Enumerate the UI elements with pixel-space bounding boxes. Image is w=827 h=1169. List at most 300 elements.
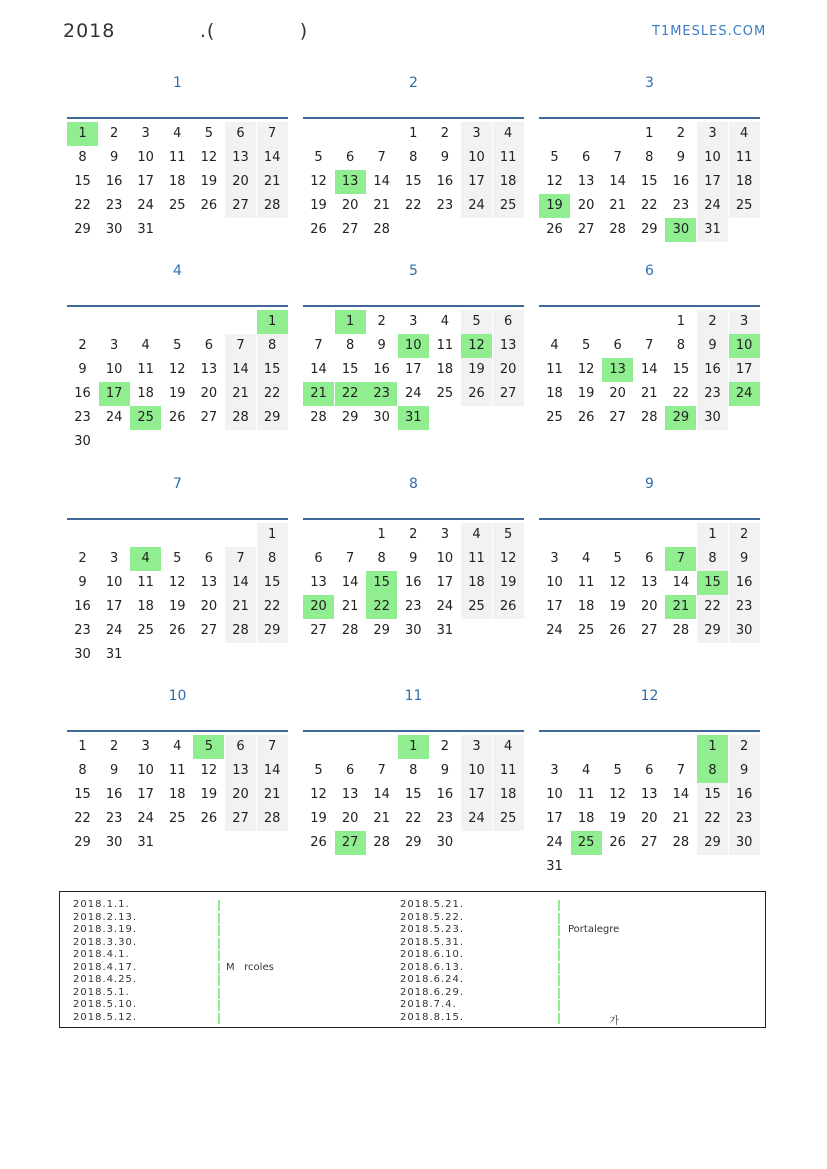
day-cell: 26 — [577, 410, 595, 425]
day-cell: 17 — [697, 170, 728, 194]
day-cell: 10 — [105, 575, 123, 590]
day-cell: 26 — [461, 382, 492, 406]
day-cell: 27 — [225, 194, 256, 218]
day-cell: 2 — [676, 126, 686, 141]
day-cell: 25 — [169, 811, 186, 826]
legend-color-bar — [218, 938, 220, 949]
day-cell: 19 — [200, 174, 218, 189]
day-cell: 24 — [137, 811, 154, 826]
day-cell: 2 — [729, 523, 760, 547]
day-cell: 11 — [493, 759, 524, 783]
day-cell: 10 — [546, 787, 563, 802]
day-cell: 31 — [546, 859, 563, 874]
day-cell: 21 — [672, 811, 690, 826]
day-cell: 15 — [641, 174, 658, 189]
day-cell: 17 — [405, 362, 422, 377]
day-cell: 10 — [546, 575, 563, 590]
month-title: 3 — [645, 75, 654, 91]
legend-color-bar — [558, 975, 560, 986]
day-cell: 7 — [645, 338, 654, 353]
legend-date: 2018.5.10. — [73, 999, 138, 1010]
day-cell: 9 — [78, 362, 87, 377]
day-cell: 28 — [672, 623, 690, 638]
day-cell: 27 — [310, 623, 327, 638]
day-cell: 27 — [200, 623, 218, 638]
holiday-day-cell: 12 — [461, 334, 492, 358]
day-cell: 20 — [493, 358, 524, 382]
day-cell: 5 — [173, 338, 182, 353]
month-rule — [303, 730, 524, 732]
day-cell: 4 — [729, 122, 760, 146]
day-cell: 3 — [109, 338, 119, 353]
legend-color-bar — [218, 1000, 220, 1011]
day-cell: 3 — [461, 735, 492, 759]
day-cell: 8 — [78, 150, 87, 165]
day-cell: 30 — [105, 835, 123, 850]
day-cell: 13 — [310, 575, 327, 590]
day-cell: 28 — [373, 835, 390, 850]
day-cell: 1 — [377, 527, 386, 542]
day-cell: 6 — [645, 763, 654, 778]
day-cell: 13 — [577, 174, 595, 189]
day-cell: 8 — [409, 763, 418, 778]
day-cell: 19 — [461, 358, 492, 382]
day-cell: 3 — [141, 739, 150, 754]
day-cell: 3 — [697, 122, 728, 146]
day-cell: 18 — [493, 170, 524, 194]
day-cell: 18 — [169, 174, 186, 189]
day-cell: 8 — [377, 551, 386, 566]
month-title: 5 — [409, 263, 418, 279]
day-cell: 18 — [137, 599, 154, 614]
day-cell: 16 — [74, 386, 91, 401]
month-title: 9 — [645, 476, 654, 492]
day-cell: 23 — [436, 198, 454, 213]
holiday-day-cell: 8 — [697, 759, 728, 783]
day-cell: 2 — [697, 310, 728, 334]
holiday-day-cell: 15 — [697, 571, 728, 595]
day-cell: 18 — [577, 599, 595, 614]
day-cell: 1 — [257, 523, 288, 547]
day-cell: 8 — [676, 338, 686, 353]
day-cell: 14 — [257, 146, 288, 170]
day-cell: 17 — [105, 599, 123, 614]
day-cell: 1 — [78, 739, 87, 754]
day-cell: 20 — [641, 811, 658, 826]
day-cell: 25 — [493, 807, 524, 831]
holiday-day-cell: 1 — [335, 310, 366, 334]
holiday-day-cell: 4 — [130, 547, 161, 571]
day-cell: 25 — [546, 410, 563, 425]
day-cell: 22 — [74, 198, 91, 213]
day-cell: 5 — [613, 551, 622, 566]
day-cell: 11 — [169, 150, 186, 165]
day-cell: 5 — [493, 523, 524, 547]
day-cell: 12 — [546, 174, 563, 189]
month-title: 1 — [173, 75, 182, 91]
day-cell: 1 — [409, 126, 418, 141]
legend-color-bar — [218, 900, 220, 911]
day-cell: 13 — [200, 575, 218, 590]
day-cell: 14 — [609, 174, 626, 189]
day-cell: 13 — [225, 146, 256, 170]
day-cell: 2 — [729, 735, 760, 759]
month-rule — [303, 117, 524, 119]
day-cell: 11 — [546, 362, 563, 377]
day-cell: 30 — [74, 647, 91, 662]
day-cell: 22 — [405, 198, 422, 213]
day-cell: 9 — [697, 334, 728, 358]
day-cell: 2 — [409, 527, 418, 542]
day-cell: 18 — [729, 170, 760, 194]
day-cell: 27 — [493, 382, 524, 406]
day-cell: 31 — [436, 623, 454, 638]
legend-date: 2018.5.21. — [400, 899, 465, 910]
day-cell: 6 — [225, 735, 256, 759]
holiday-day-cell: 1 — [398, 735, 429, 759]
day-cell: 25 — [169, 198, 186, 213]
day-cell: 22 — [697, 807, 728, 831]
day-cell: 15 — [74, 787, 91, 802]
day-cell: 8 — [257, 547, 288, 571]
day-cell: 22 — [697, 595, 728, 619]
day-cell: 21 — [257, 783, 288, 807]
legend-date: 2018.1.1. — [73, 899, 130, 910]
month-title: 7 — [173, 476, 182, 492]
day-cell: 26 — [310, 835, 327, 850]
day-cell: 5 — [550, 150, 559, 165]
holiday-day-cell: 22 — [335, 382, 366, 406]
day-cell: 28 — [641, 410, 658, 425]
day-cell: 24 — [137, 198, 154, 213]
day-cell: 5 — [204, 126, 214, 141]
day-cell: 28 — [609, 222, 626, 237]
legend-date: 2018.6.13. — [400, 961, 465, 973]
day-cell: 27 — [200, 410, 218, 425]
day-cell: 6 — [204, 338, 214, 353]
day-cell: 2 — [440, 126, 450, 141]
holiday-day-cell: 30 — [665, 218, 696, 242]
day-cell: 8 — [697, 547, 728, 571]
day-cell: 18 — [137, 386, 154, 401]
day-cell: 7 — [314, 338, 323, 353]
day-cell: 8 — [345, 338, 355, 353]
month-rule — [303, 305, 524, 307]
day-cell: 17 — [546, 811, 563, 826]
legend-date: 2018.6.24. — [400, 974, 465, 985]
day-cell: 1 — [676, 314, 686, 329]
day-cell: 7 — [225, 547, 256, 571]
day-cell: 28 — [310, 410, 327, 425]
day-cell: 12 — [169, 362, 186, 377]
legend-color-bar — [558, 925, 560, 936]
day-cell: 22 — [405, 811, 422, 826]
day-cell: 20 — [225, 783, 256, 807]
day-cell: 9 — [109, 763, 119, 778]
day-cell: 7 — [257, 122, 288, 146]
day-cell: 24 — [105, 623, 123, 638]
day-cell: 30 — [697, 406, 728, 430]
day-cell: 6 — [345, 150, 355, 165]
day-cell: 23 — [436, 811, 454, 826]
day-cell: 29 — [697, 831, 728, 855]
day-cell: 11 — [436, 338, 454, 353]
day-cell: 16 — [729, 571, 760, 595]
day-cell: 22 — [672, 386, 690, 401]
legend-date: 2018.6.10. — [400, 949, 465, 960]
day-cell: 16 — [697, 358, 728, 382]
day-cell: 26 — [169, 410, 186, 425]
day-cell: 2 — [109, 126, 119, 141]
holiday-day-cell: 25 — [571, 831, 602, 855]
day-cell: 4 — [581, 763, 591, 778]
day-cell: 11 — [137, 362, 154, 377]
day-cell: 16 — [436, 787, 454, 802]
day-cell: 20 — [341, 811, 359, 826]
day-cell: 10 — [697, 146, 728, 170]
holiday-day-cell: 17 — [99, 382, 130, 406]
day-cell: 21 — [373, 811, 390, 826]
holiday-day-cell: 10 — [398, 334, 429, 358]
day-cell: 23 — [729, 807, 760, 831]
day-cell: 30 — [74, 434, 91, 449]
day-cell: 8 — [409, 150, 418, 165]
day-cell: 17 — [546, 599, 563, 614]
holiday-day-cell: 1 — [67, 122, 98, 146]
day-cell: 11 — [169, 763, 186, 778]
day-cell: 7 — [377, 763, 386, 778]
day-cell: 10 — [105, 362, 123, 377]
day-cell: 2 — [440, 739, 450, 754]
day-cell: 26 — [609, 835, 626, 850]
day-cell: 15 — [697, 783, 728, 807]
day-cell: 6 — [345, 763, 355, 778]
legend-color-bar — [558, 900, 560, 911]
day-cell: 9 — [440, 150, 450, 165]
day-cell: 4 — [493, 735, 524, 759]
day-cell: 13 — [641, 787, 658, 802]
legend-date: 2018.6.29. — [400, 986, 465, 998]
day-cell: 17 — [137, 174, 154, 189]
day-cell: 6 — [581, 150, 591, 165]
legend-color-bar — [218, 975, 220, 986]
legend-holiday-name: 가 — [568, 1015, 619, 1027]
day-cell: 4 — [440, 314, 450, 329]
day-cell: 5 — [314, 150, 323, 165]
day-cell: 4 — [550, 338, 559, 353]
day-cell: 12 — [609, 787, 626, 802]
day-cell: 9 — [409, 551, 418, 566]
day-cell: 14 — [641, 362, 658, 377]
day-cell: 29 — [257, 406, 288, 430]
legend-color-bar — [558, 1000, 560, 1011]
day-cell: 13 — [641, 575, 658, 590]
holiday-day-cell: 1 — [697, 735, 728, 759]
day-cell: 18 — [493, 783, 524, 807]
legend-color-bar — [218, 913, 220, 924]
day-cell: 29 — [373, 623, 390, 638]
month-rule — [67, 730, 288, 732]
day-cell: 5 — [173, 551, 182, 566]
legend-date: 2018.4.1. — [73, 949, 130, 960]
holiday-day-cell: 29 — [665, 406, 696, 430]
day-cell: 3 — [461, 122, 492, 146]
day-cell: 13 — [493, 334, 524, 358]
day-cell: 29 — [74, 835, 91, 850]
day-cell: 3 — [440, 527, 450, 542]
day-cell: 4 — [173, 739, 182, 754]
day-cell: 31 — [137, 222, 154, 237]
day-cell: 7 — [676, 763, 686, 778]
day-cell: 11 — [137, 575, 154, 590]
month-rule — [539, 518, 760, 520]
day-cell: 19 — [310, 198, 327, 213]
day-cell: 25 — [436, 386, 454, 401]
day-cell: 19 — [609, 811, 626, 826]
legend-color-bar — [218, 950, 220, 961]
legend-date: 2018.4.17. — [73, 961, 138, 973]
holiday-day-cell: 13 — [335, 170, 366, 194]
legend-date: 2018.2.13. — [73, 911, 138, 923]
day-cell: 6 — [493, 310, 524, 334]
day-cell: 24 — [405, 386, 422, 401]
day-cell: 4 — [581, 551, 591, 566]
day-cell: 27 — [641, 835, 658, 850]
day-cell: 18 — [169, 787, 186, 802]
day-cell: 12 — [493, 547, 524, 571]
holiday-day-cell: 27 — [335, 831, 366, 855]
day-cell: 10 — [137, 150, 154, 165]
day-cell: 8 — [645, 150, 654, 165]
legend-date: 2018.3.19. — [73, 924, 138, 935]
day-cell: 21 — [641, 386, 658, 401]
month-rule — [67, 117, 288, 119]
day-cell: 30 — [105, 222, 123, 237]
day-cell: 4 — [173, 126, 182, 141]
day-cell: 24 — [436, 599, 454, 614]
legend-color-bar — [558, 963, 560, 974]
holiday-day-cell: 24 — [729, 382, 760, 406]
month-rule — [539, 305, 760, 307]
day-cell: 29 — [74, 222, 91, 237]
month-title: 2 — [409, 75, 418, 91]
day-cell: 22 — [641, 198, 658, 213]
day-cell: 19 — [577, 386, 595, 401]
legend-color-bar — [558, 988, 560, 999]
day-cell: 24 — [546, 835, 563, 850]
day-cell: 18 — [546, 386, 563, 401]
day-cell: 10 — [436, 551, 454, 566]
day-cell: 8 — [257, 334, 288, 358]
day-cell: 28 — [672, 835, 690, 850]
day-cell: 6 — [225, 122, 256, 146]
brand-link[interactable]: T1MESLES.COM — [652, 24, 767, 39]
month-rule — [539, 117, 760, 119]
day-cell: 9 — [377, 338, 386, 353]
day-cell: 14 — [225, 358, 256, 382]
day-cell: 24 — [105, 410, 123, 425]
day-cell: 26 — [200, 811, 218, 826]
day-cell: 24 — [461, 194, 492, 218]
day-cell: 28 — [225, 619, 256, 643]
day-cell: 25 — [461, 595, 492, 619]
day-cell: 26 — [169, 623, 186, 638]
day-cell: 5 — [613, 763, 622, 778]
legend-date: 2018.5.31. — [400, 936, 465, 948]
day-cell: 15 — [341, 362, 359, 377]
month-title: 4 — [173, 263, 182, 279]
day-cell: 30 — [405, 623, 422, 638]
day-cell: 5 — [461, 310, 492, 334]
day-cell: 9 — [78, 575, 87, 590]
day-cell: 17 — [436, 575, 454, 590]
day-cell: 23 — [105, 198, 123, 213]
day-cell: 16 — [105, 787, 123, 802]
legend-holiday-name: M rcoles — [226, 961, 274, 973]
day-cell: 27 — [641, 623, 658, 638]
day-cell: 21 — [609, 198, 626, 213]
day-cell: 7 — [613, 150, 622, 165]
page-title: 2018 .( ) — [63, 20, 309, 42]
day-cell: 28 — [257, 807, 288, 831]
day-cell: 6 — [645, 551, 654, 566]
day-cell: 21 — [373, 198, 390, 213]
month-title: 10 — [168, 688, 187, 704]
legend-date: 2018.7.4. — [400, 999, 457, 1010]
legend-color-bar — [558, 1013, 560, 1024]
day-cell: 16 — [729, 783, 760, 807]
day-cell: 2 — [109, 739, 119, 754]
day-cell: 19 — [310, 811, 327, 826]
day-cell: 14 — [310, 362, 327, 377]
day-cell: 29 — [697, 619, 728, 643]
day-cell: 19 — [609, 599, 626, 614]
day-cell: 18 — [461, 571, 492, 595]
legend-color-bar — [558, 913, 560, 924]
holiday-day-cell: 23 — [366, 382, 397, 406]
legend-holiday-name: Portalegre — [568, 924, 620, 935]
day-cell: 26 — [310, 222, 327, 237]
day-cell: 9 — [676, 150, 686, 165]
day-cell: 31 — [105, 647, 123, 662]
day-cell: 11 — [729, 146, 760, 170]
day-cell: 25 — [729, 194, 760, 218]
day-cell: 7 — [377, 150, 386, 165]
day-cell: 30 — [436, 835, 454, 850]
holiday-day-cell: 25 — [130, 406, 161, 430]
day-cell: 2 — [78, 338, 87, 353]
day-cell: 30 — [373, 410, 390, 425]
day-cell: 12 — [200, 763, 218, 778]
day-cell: 24 — [461, 807, 492, 831]
holiday-day-cell: 5 — [193, 735, 224, 759]
day-cell: 12 — [310, 174, 327, 189]
day-cell: 23 — [405, 599, 422, 614]
day-cell: 14 — [672, 787, 690, 802]
day-cell: 5 — [581, 338, 591, 353]
day-cell: 24 — [546, 623, 563, 638]
day-cell: 1 — [697, 523, 728, 547]
day-cell: 27 — [341, 222, 359, 237]
day-cell: 29 — [257, 619, 288, 643]
day-cell: 19 — [493, 571, 524, 595]
day-cell: 25 — [493, 194, 524, 218]
day-cell: 26 — [609, 623, 626, 638]
day-cell: 19 — [169, 599, 186, 614]
month-title: 12 — [640, 688, 659, 704]
day-cell: 30 — [729, 619, 760, 643]
day-cell: 15 — [405, 787, 422, 802]
